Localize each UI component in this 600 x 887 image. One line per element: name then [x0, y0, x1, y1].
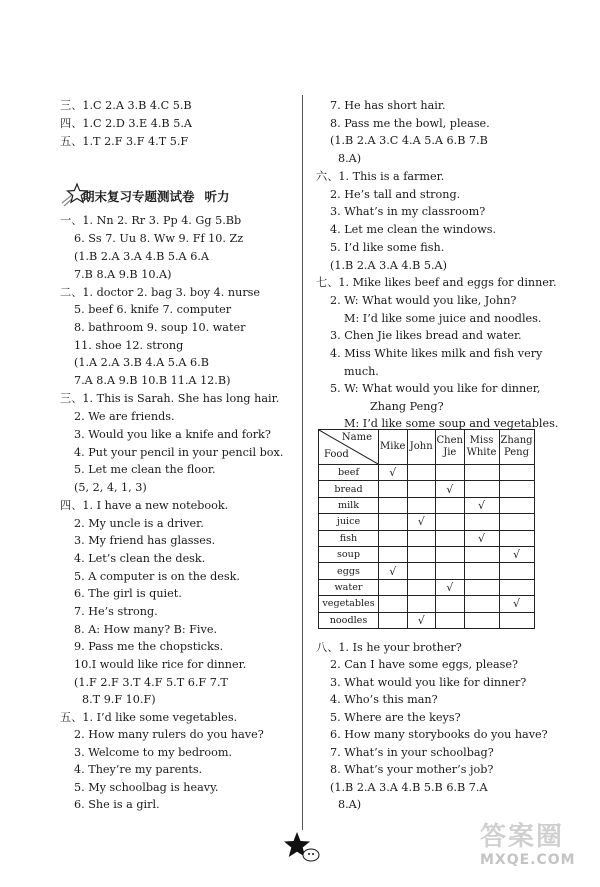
table-corner-cell — [319, 430, 379, 465]
answer-line: 7. He’s strong. — [74, 605, 158, 618]
answer-line: much. — [344, 365, 379, 378]
answer-line: 11. shoe 12. strong — [74, 339, 184, 352]
table-row — [319, 596, 535, 612]
answer-line: 2. He’s tall and strong. — [330, 188, 461, 201]
answer-line: 5. Let me clean the floor. — [74, 463, 216, 476]
answer-line: (1.F 2.F 3.T 4.F 5.T 6.F 7.T — [74, 676, 228, 689]
watermark-text: 答案圈 — [480, 822, 565, 852]
tick-cell — [499, 546, 534, 562]
footer-star-icon — [283, 830, 321, 864]
answer-line: 6. She is a girl. — [74, 798, 160, 811]
empty-cell — [499, 514, 534, 530]
answer-line: 10.I would like rice for dinner. — [74, 658, 247, 671]
answer-line: 6. How many storybooks do you have? — [330, 728, 548, 741]
shooting-star-icon — [60, 181, 88, 209]
check-mark-icon: √ — [389, 564, 397, 578]
answer-line: 3. My friend has glasses. — [74, 534, 216, 547]
answer-line: 5. My schoolbag is heavy. — [74, 781, 219, 794]
answer-line: 3. What’s in my classroom? — [330, 205, 486, 218]
empty-cell — [436, 596, 465, 612]
answer-line: M: I’d like some soup and vegetables. — [344, 417, 559, 430]
empty-cell — [499, 579, 534, 595]
tick-cell — [436, 579, 465, 595]
answer-line: 三、1. This is Sarah. She has long hair. — [60, 392, 280, 405]
tick-cell — [436, 481, 465, 497]
check-mark-icon: √ — [389, 466, 397, 480]
section-heading — [60, 187, 230, 207]
empty-cell — [407, 465, 436, 481]
table-row — [319, 465, 535, 481]
answer-line: 八、1. Is he your brother? — [316, 641, 462, 654]
empty-cell — [436, 465, 465, 481]
tick-cell — [407, 612, 436, 628]
check-mark-icon: √ — [446, 580, 454, 594]
answer-line: 5. A computer is on the desk. — [74, 570, 240, 583]
answer-line: 六、1. This is a farmer. — [316, 170, 445, 183]
answer-line: 8.T 9.F 10.F) — [82, 693, 156, 706]
corner-name-label: Name — [341, 432, 372, 443]
answer-line: 2. W: What would you like, John? — [330, 294, 517, 307]
answer-line: (1.A 2.A 3.B 4.A 5.A 6.B — [74, 356, 209, 369]
empty-cell — [499, 481, 534, 497]
column-header: John — [407, 430, 436, 465]
empty-cell — [407, 563, 436, 579]
answer-line: 5. beef 6. knife 7. computer — [74, 303, 232, 316]
answer-line: 3. Welcome to my bedroom. — [74, 746, 233, 759]
empty-cell — [464, 514, 499, 530]
answer-line: 2. We are friends. — [74, 410, 175, 423]
answer-line: 9. Pass me the chopsticks. — [74, 640, 224, 653]
food-preference-table — [318, 429, 535, 629]
empty-cell — [464, 481, 499, 497]
answer-line: 3. Chen Jie likes bread and water. — [330, 329, 522, 342]
table-row — [319, 497, 535, 513]
empty-cell — [499, 497, 534, 513]
check-mark-icon: √ — [512, 548, 520, 562]
empty-cell — [407, 481, 436, 497]
watermark-logo — [480, 822, 576, 868]
check-mark-icon: √ — [417, 613, 425, 627]
tick-cell — [499, 596, 534, 612]
table-row — [319, 546, 535, 562]
answer-line: 7.B 8.A 9.B 10.A) — [74, 268, 172, 281]
empty-cell — [464, 612, 499, 628]
check-mark-icon: √ — [477, 531, 485, 545]
answer-line: 2. Can I have some eggs, please? — [330, 658, 519, 671]
answer-line: 3. What would you like for dinner? — [330, 676, 527, 689]
answer-line: 6. Ss 7. Uu 8. Ww 9. Ff 10. Zz — [74, 232, 244, 245]
tick-cell — [379, 563, 408, 579]
answer-line: 5. Where are the keys? — [330, 711, 461, 724]
empty-cell — [379, 497, 408, 513]
answer-line: 4. Put your pencil in your pencil box. — [74, 446, 284, 459]
answer-line: (1.B 2.A 3.A 4.B 5.A 6.A — [74, 250, 209, 263]
answer-line: 七、1. Mike likes beef and eggs for dinner. — [316, 276, 557, 289]
check-mark-icon: √ — [446, 482, 454, 496]
empty-cell — [407, 596, 436, 612]
answer-line: 7. What’s in your schoolbag? — [330, 746, 494, 759]
table-row — [319, 481, 535, 497]
answer-line: 一、1. Nn 2. Rr 3. Pp 4. Gg 5.Bb — [60, 214, 242, 227]
table-header-row — [319, 430, 535, 465]
empty-cell — [499, 530, 534, 546]
answer-line: 2. My uncle is a driver. — [74, 517, 204, 530]
food-cell: fish — [319, 530, 379, 546]
empty-cell — [407, 579, 436, 595]
empty-cell — [379, 481, 408, 497]
answer-line: 8. bathroom 9. soup 10. water — [74, 321, 246, 334]
watermark-url: MXQE.COM — [480, 852, 576, 868]
answer-line: 5. W: What would you like for dinner, — [330, 382, 541, 395]
answer-line: (1.B 2.A 3.C 4.A 5.A 6.B 7.B — [330, 134, 488, 147]
answer-line: 8. A: How many? B: Five. — [74, 623, 218, 636]
answer-line: 四、1.C 2.D 3.E 4.B 5.A — [60, 117, 192, 130]
empty-cell — [379, 514, 408, 530]
answer-line: 8.A) — [338, 152, 362, 165]
tick-cell — [464, 497, 499, 513]
answer-line: (1.B 2.A 3.A 4.B 5.B 6.B 7.A — [330, 781, 488, 794]
empty-cell — [499, 612, 534, 628]
empty-cell — [464, 596, 499, 612]
empty-cell — [407, 530, 436, 546]
answer-line: 5. I’d like some fish. — [330, 241, 445, 254]
food-cell: beef — [319, 465, 379, 481]
empty-cell — [464, 465, 499, 481]
answer-line: 三、1.C 2.A 3.B 4.C 5.B — [60, 99, 192, 112]
answer-line: 3. Would you like a knife and fork? — [74, 428, 271, 441]
empty-cell — [436, 497, 465, 513]
empty-cell — [436, 612, 465, 628]
tick-cell — [407, 514, 436, 530]
food-cell: juice — [319, 514, 379, 530]
answer-line: 二、1. doctor 2. bag 3. boy 4. nurse — [60, 286, 261, 299]
empty-cell — [464, 546, 499, 562]
check-mark-icon: √ — [417, 515, 425, 529]
empty-cell — [464, 563, 499, 579]
answer-line: 2. How many rulers do you have? — [74, 728, 264, 741]
heading-subtitle: 听力 — [204, 189, 230, 204]
food-cell: eggs — [319, 563, 379, 579]
answer-line: 6. The girl is quiet. — [74, 587, 182, 600]
food-cell: water — [319, 579, 379, 595]
answer-line: M: I’d like some juice and noodles. — [344, 312, 542, 325]
empty-cell — [379, 612, 408, 628]
answer-line: (5, 2, 4, 1, 3) — [74, 481, 147, 494]
answer-line: 7.A 8.A 9.B 10.B 11.A 12.B) — [74, 374, 231, 387]
answer-line: 4. Who’s this man? — [330, 693, 438, 706]
column-header: Zhang Peng — [499, 430, 534, 465]
answer-line: 四、1. I have a new notebook. — [60, 499, 229, 512]
food-cell: bread — [319, 481, 379, 497]
empty-cell — [407, 497, 436, 513]
empty-cell — [379, 579, 408, 595]
column-divider — [302, 95, 303, 830]
food-cell: soup — [319, 546, 379, 562]
table-row — [319, 579, 535, 595]
tick-cell — [379, 465, 408, 481]
table-row — [319, 530, 535, 546]
empty-cell — [379, 546, 408, 562]
answer-line: 五、1.T 2.F 3.F 4.T 5.F — [60, 135, 189, 148]
column-header: Mike — [379, 430, 408, 465]
heading-title: 期末复习专题测试卷 — [82, 189, 195, 204]
answer-line: 7. He has short hair. — [330, 99, 446, 112]
corner-food-label: Food — [324, 449, 349, 460]
empty-cell — [436, 563, 465, 579]
answer-line: 4. Miss White likes milk and fish very — [330, 347, 543, 360]
empty-cell — [407, 546, 436, 562]
check-mark-icon: √ — [512, 597, 520, 611]
empty-cell — [436, 514, 465, 530]
empty-cell — [436, 530, 465, 546]
empty-cell — [379, 530, 408, 546]
empty-cell — [464, 579, 499, 595]
answer-line: 8. What’s your mother’s job? — [330, 763, 494, 776]
empty-cell — [499, 465, 534, 481]
column-header: Chen Jie — [436, 430, 465, 465]
table-row — [319, 612, 535, 628]
check-mark-icon: √ — [477, 498, 485, 512]
answer-line: 4. They’re my parents. — [74, 763, 203, 776]
answer-line: 4. Let’s clean the desk. — [74, 552, 206, 565]
table-row — [319, 514, 535, 530]
answer-line: (1.B 2.A 3.A 4.B 5.A) — [330, 259, 448, 272]
empty-cell — [436, 546, 465, 562]
table-row — [319, 563, 535, 579]
column-header: Miss White — [464, 430, 499, 465]
food-cell: milk — [319, 497, 379, 513]
answer-line: 五、1. I’d like some vegetables. — [60, 711, 238, 724]
food-cell: noodles — [319, 612, 379, 628]
answer-line: 8. Pass me the bowl, please. — [330, 117, 490, 130]
empty-cell — [379, 596, 408, 612]
answer-line: 4. Let me clean the windows. — [330, 223, 497, 236]
food-cell: vegetables — [319, 596, 379, 612]
answer-line: 8.A) — [338, 798, 362, 811]
answer-line: Zhang Peng? — [370, 400, 444, 413]
empty-cell — [499, 563, 534, 579]
tick-cell — [464, 530, 499, 546]
